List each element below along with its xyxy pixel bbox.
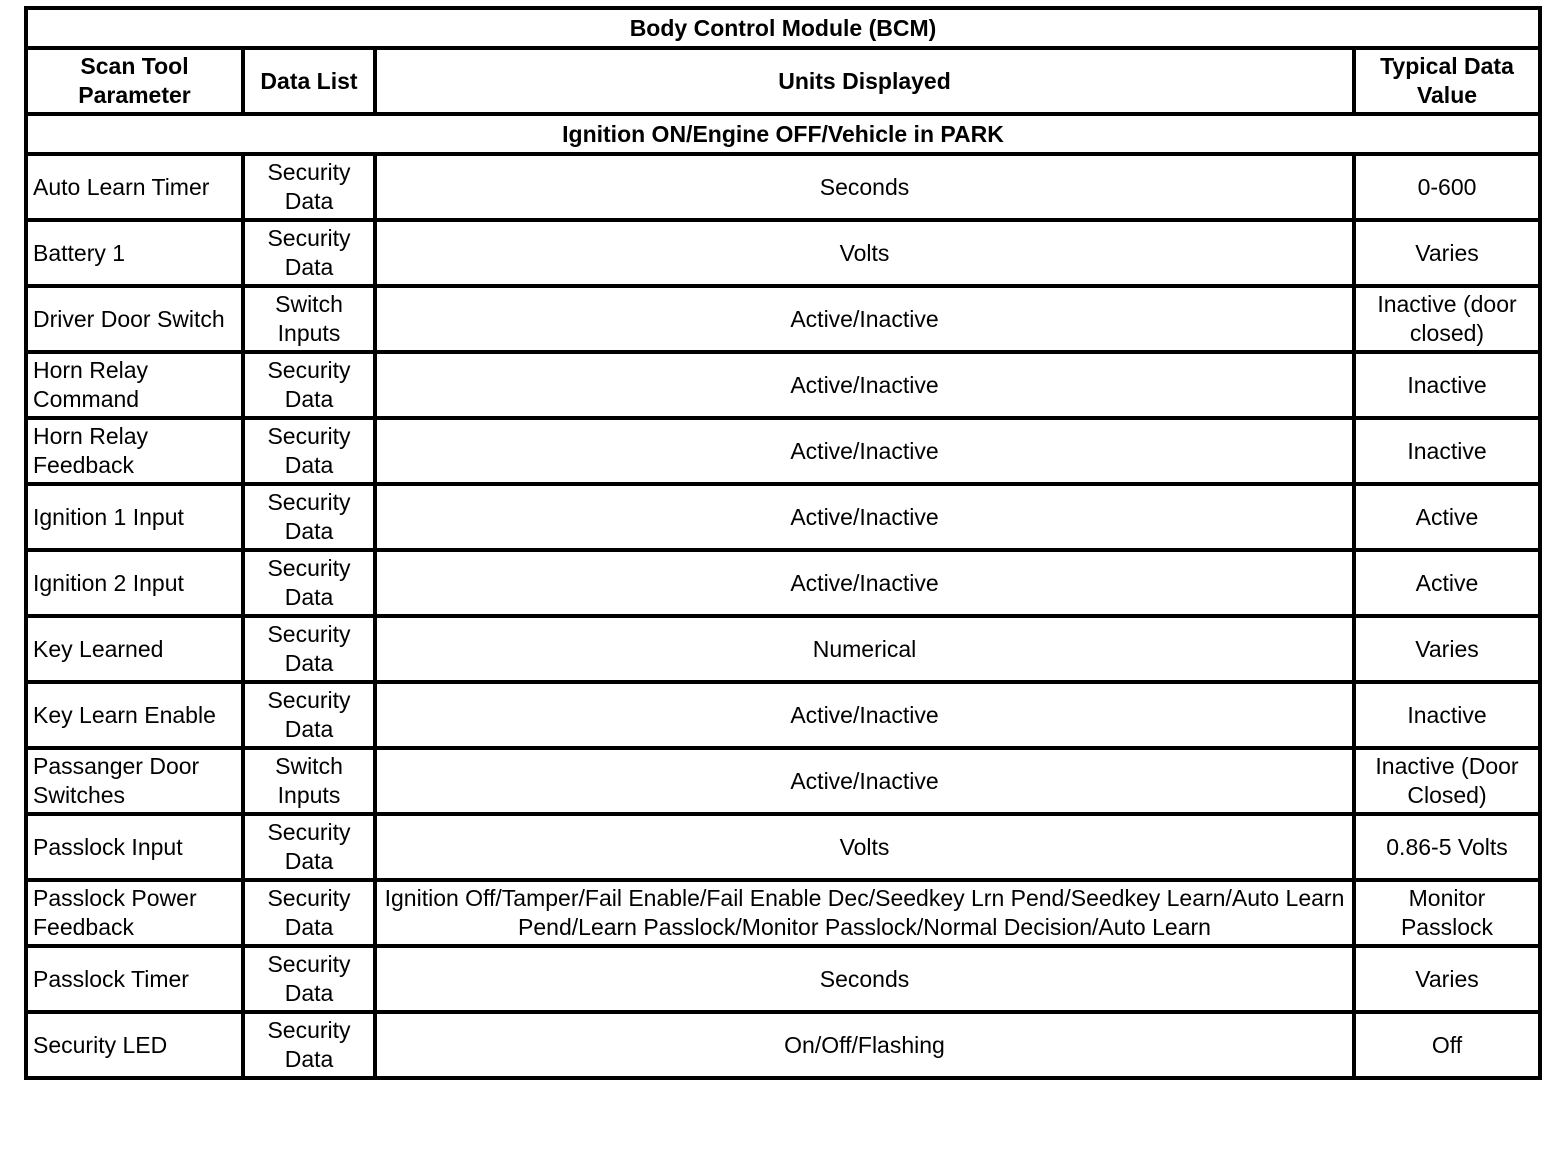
typical-data-value: Active	[1354, 550, 1540, 616]
table-row	[26, 550, 1540, 616]
scan-tool-parameter: Passanger Door Switches	[26, 748, 243, 814]
typical-data-value: Inactive	[1354, 352, 1540, 418]
data-list: Security Data	[243, 814, 375, 880]
data-list: Switch Inputs	[243, 286, 375, 352]
typical-data-value: Inactive	[1354, 418, 1540, 484]
units-displayed: Active/Inactive	[375, 418, 1354, 484]
table-row	[26, 154, 1540, 220]
typical-data-value: 0.86-5 Volts	[1354, 814, 1540, 880]
data-list: Security Data	[243, 418, 375, 484]
units-displayed: Active/Inactive	[375, 550, 1354, 616]
table-row	[26, 748, 1540, 814]
table-row	[26, 946, 1540, 1012]
typical-data-value: Inactive (Door Closed)	[1354, 748, 1540, 814]
units-displayed: Active/Inactive	[375, 748, 1354, 814]
units-displayed: Numerical	[375, 616, 1354, 682]
units-displayed: Seconds	[375, 946, 1354, 1012]
scan-tool-parameter: Security LED	[26, 1012, 243, 1078]
table-row	[26, 814, 1540, 880]
data-list: Security Data	[243, 154, 375, 220]
table-row	[26, 682, 1540, 748]
scan-tool-parameter: Ignition 1 Input	[26, 484, 243, 550]
data-list: Security Data	[243, 220, 375, 286]
typical-data-value: Active	[1354, 484, 1540, 550]
data-list: Security Data	[243, 550, 375, 616]
header-units-displayed: Units Displayed	[375, 48, 1354, 114]
table-row	[26, 352, 1540, 418]
header-data-list: Data List	[243, 48, 375, 114]
data-list: Switch Inputs	[243, 748, 375, 814]
table-row	[26, 220, 1540, 286]
condition-row	[26, 114, 1540, 154]
units-displayed: Volts	[375, 220, 1354, 286]
scan-tool-parameter: Ignition 2 Input	[26, 550, 243, 616]
scan-tool-parameter: Battery 1	[26, 220, 243, 286]
scan-tool-parameter: Passlock Timer	[26, 946, 243, 1012]
scan-tool-parameter: Driver Door Switch	[26, 286, 243, 352]
table-row	[26, 418, 1540, 484]
units-displayed: Active/Inactive	[375, 682, 1354, 748]
units-displayed: Seconds	[375, 154, 1354, 220]
typical-data-value: Inactive (door closed)	[1354, 286, 1540, 352]
scan-tool-parameter: Key Learned	[26, 616, 243, 682]
data-list: Security Data	[243, 880, 375, 946]
table-row	[26, 484, 1540, 550]
data-list: Security Data	[243, 1012, 375, 1078]
data-list: Security Data	[243, 682, 375, 748]
column-header-row	[26, 48, 1540, 114]
table-row	[26, 1012, 1540, 1078]
typical-data-value: Inactive	[1354, 682, 1540, 748]
scan-tool-parameter: Passlock Power Feedback	[26, 880, 243, 946]
table-body	[26, 154, 1540, 1078]
data-list: Security Data	[243, 352, 375, 418]
header-typical-data-value: Typical Data Value	[1354, 48, 1540, 114]
data-list: Security Data	[243, 484, 375, 550]
table-title-row	[26, 8, 1540, 48]
data-list: Security Data	[243, 616, 375, 682]
units-displayed: Ignition Off/Tamper/Fail Enable/Fail Enable Dec/Seedkey Lrn Pend/Seedkey Learn/Auto Learn Pend/Learn Passlock/Monitor Passlock/Normal Decision/Auto Learn	[375, 880, 1354, 946]
units-displayed: Active/Inactive	[375, 286, 1354, 352]
typical-data-value: Monitor Passlock	[1354, 880, 1540, 946]
units-displayed: Active/Inactive	[375, 352, 1354, 418]
table-row	[26, 286, 1540, 352]
bcm-data-table	[24, 6, 1542, 1080]
typical-data-value: Varies	[1354, 946, 1540, 1012]
typical-data-value: 0-600	[1354, 154, 1540, 220]
data-list: Security Data	[243, 946, 375, 1012]
typical-data-value: Off	[1354, 1012, 1540, 1078]
scan-tool-parameter: Horn Relay Command	[26, 352, 243, 418]
typical-data-value: Varies	[1354, 616, 1540, 682]
typical-data-value: Varies	[1354, 220, 1540, 286]
table-title: Body Control Module (BCM)	[26, 8, 1540, 48]
header-scan-tool-parameter: Scan Tool Parameter	[26, 48, 243, 114]
scan-tool-parameter: Horn Relay Feedback	[26, 418, 243, 484]
table-row	[26, 616, 1540, 682]
units-displayed: Active/Inactive	[375, 484, 1354, 550]
scan-tool-parameter: Key Learn Enable	[26, 682, 243, 748]
table-row	[26, 880, 1540, 946]
scan-tool-parameter: Auto Learn Timer	[26, 154, 243, 220]
scan-tool-parameter: Passlock Input	[26, 814, 243, 880]
operating-condition: Ignition ON/Engine OFF/Vehicle in PARK	[26, 114, 1540, 154]
units-displayed: Volts	[375, 814, 1354, 880]
units-displayed: On/Off/Flashing	[375, 1012, 1354, 1078]
